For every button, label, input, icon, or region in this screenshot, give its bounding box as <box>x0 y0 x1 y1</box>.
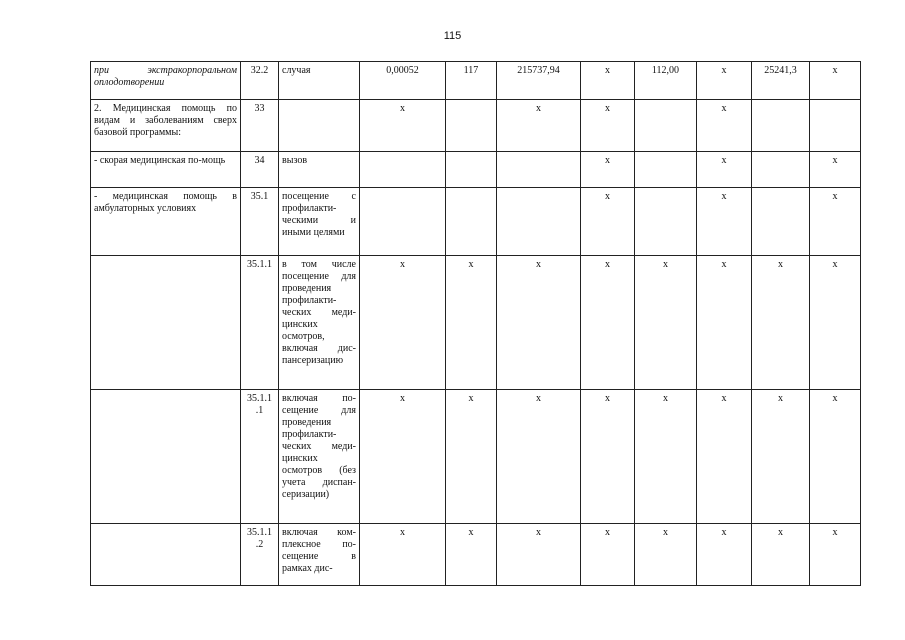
cell-value-c3: 215737,94 <box>497 62 581 100</box>
cell-value-c6: х <box>697 390 752 524</box>
cell-value-c5 <box>635 188 697 256</box>
cell-value-c1: 0,00052 <box>360 62 446 100</box>
cell-name: - скорая медицинская по-мощь <box>91 152 241 188</box>
table-row <box>91 100 861 152</box>
table-row <box>91 188 861 256</box>
table-row <box>91 256 861 390</box>
cell-value-c5: 112,00 <box>635 62 697 100</box>
cell-row-number: 35.1 <box>241 188 279 256</box>
cell-value-c4: х <box>581 390 635 524</box>
cell-value-c8: х <box>810 62 861 100</box>
cell-value-c4: х <box>581 188 635 256</box>
cell-value-c5 <box>635 152 697 188</box>
cell-value-c1: х <box>360 524 446 586</box>
cell-unit: включая по-сещение для проведения профилакти-ческих меди-цинских осмотров (без учета диспан-серизации) <box>279 390 360 524</box>
cell-value-c3 <box>497 152 581 188</box>
cell-value-c2 <box>446 152 497 188</box>
cell-value-c2: х <box>446 390 497 524</box>
cell-value-c7: 25241,3 <box>752 62 810 100</box>
cell-value-c6: х <box>697 188 752 256</box>
cell-value-c3: х <box>497 100 581 152</box>
cell-value-c4: х <box>581 152 635 188</box>
cell-value-c1: х <box>360 256 446 390</box>
cell-value-c2 <box>446 188 497 256</box>
table-row <box>91 524 861 586</box>
cell-name: при экстракорпоральном оплодотворении <box>91 62 241 100</box>
cell-value-c1: х <box>360 390 446 524</box>
cell-value-c8: х <box>810 390 861 524</box>
cell-row-number: 33 <box>241 100 279 152</box>
cell-value-c6: х <box>697 152 752 188</box>
cell-value-c7 <box>752 100 810 152</box>
cell-value-c3: х <box>497 524 581 586</box>
cell-unit: вызов <box>279 152 360 188</box>
page-number: 115 <box>443 30 462 42</box>
cell-unit: посещение с профилакти-ческими и иными целями <box>279 188 360 256</box>
table-row <box>91 62 861 100</box>
cell-value-c3 <box>497 188 581 256</box>
cell-unit: случая <box>279 62 360 100</box>
cell-value-c5 <box>635 100 697 152</box>
cell-value-c4: х <box>581 100 635 152</box>
cell-value-c8: х <box>810 188 861 256</box>
cell-value-c8 <box>810 100 861 152</box>
cell-value-c2 <box>446 100 497 152</box>
cell-value-c5: х <box>635 256 697 390</box>
cell-row-number: 35.1.1 <box>241 256 279 390</box>
cell-unit: включая ком-плексное по-сещение в рамках дис- <box>279 524 360 586</box>
cell-name: - медицинская помощь в амбулаторных условиях <box>91 188 241 256</box>
cell-row-number: 32.2 <box>241 62 279 100</box>
cell-value-c7 <box>752 188 810 256</box>
cell-value-c7 <box>752 152 810 188</box>
cell-value-c5: х <box>635 524 697 586</box>
cell-name <box>91 524 241 586</box>
cell-value-c4: х <box>581 524 635 586</box>
cell-value-c5: х <box>635 390 697 524</box>
cell-value-c8: х <box>810 256 861 390</box>
cell-name <box>91 390 241 524</box>
cell-value-c6: х <box>697 62 752 100</box>
cell-name: 2. Медицинская помощь по видам и заболеваниям сверх базовой программы: <box>91 100 241 152</box>
cell-value-c3: х <box>497 390 581 524</box>
table-row <box>91 390 861 524</box>
cell-value-c3: х <box>497 256 581 390</box>
table-row <box>91 152 861 188</box>
cell-row-number: 35.1.1 .1 <box>241 390 279 524</box>
tariff-table <box>90 61 861 586</box>
cell-value-c7: х <box>752 524 810 586</box>
cell-unit <box>279 100 360 152</box>
cell-value-c4: х <box>581 62 635 100</box>
cell-value-c6: х <box>697 524 752 586</box>
cell-value-c7: х <box>752 256 810 390</box>
cell-value-c6: х <box>697 256 752 390</box>
cell-row-number: 35.1.1 .2 <box>241 524 279 586</box>
cell-value-c4: х <box>581 256 635 390</box>
cell-value-c1 <box>360 188 446 256</box>
cell-unit: в том числе посещение для проведения профилакти-ческих меди-цинских осмотров, включая дис-пансеризацию <box>279 256 360 390</box>
cell-value-c8: х <box>810 152 861 188</box>
cell-value-c1: х <box>360 100 446 152</box>
cell-value-c8: х <box>810 524 861 586</box>
cell-row-number: 34 <box>241 152 279 188</box>
cell-value-c6: х <box>697 100 752 152</box>
cell-value-c2: 117 <box>446 62 497 100</box>
cell-value-c2: х <box>446 256 497 390</box>
cell-name <box>91 256 241 390</box>
cell-value-c2: х <box>446 524 497 586</box>
cell-value-c1 <box>360 152 446 188</box>
cell-value-c7: х <box>752 390 810 524</box>
